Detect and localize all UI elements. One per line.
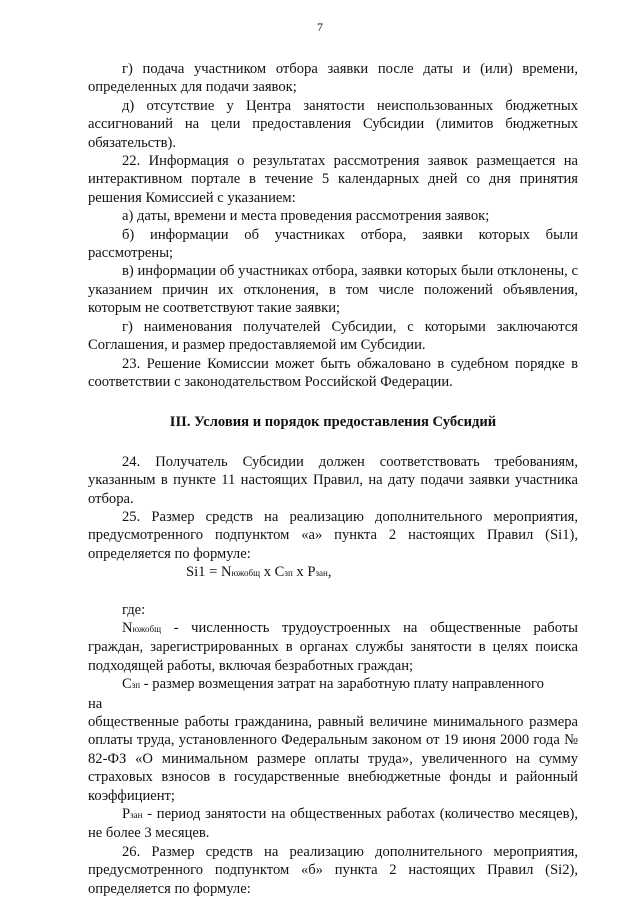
definition-c (88, 675, 578, 694)
definition-n (88, 619, 578, 675)
list-item-g: г) наименования получателей Субсидии, с которыми заключаются Соглашения, и размер предоставляемой им Субсидии. (88, 318, 578, 354)
definition-n-symbol: N (122, 619, 133, 636)
paragraph-23: 23. Решение Комиссии может быть обжаловано в судебном порядке в соответствии с законодательством Российской Федерации. (88, 355, 578, 390)
spacer (88, 583, 578, 601)
definition-p-symbol: P (122, 806, 131, 823)
formula-x2: x P (292, 564, 316, 581)
definition-p (88, 805, 578, 843)
paragraph-26: 26. Размер средств на реализацию дополнительного мероприятия, предусмотренного подпунктом «б» пункта 2 настоящих Правил (Si2), определяется по формуле: (88, 843, 578, 897)
definition-p-subscript: зан (130, 810, 143, 821)
page-number: 7 (317, 20, 323, 34)
formula-x1: x C (260, 564, 285, 581)
definition-c-text: - размер возмещения затрат на заработную плату направленного (140, 676, 544, 693)
definition-n-text: - численность трудоустроенных на общественные работы граждан, зарегистрированных в органах службы занятости в целях поиска подходящей работы, включая безработных граждан; (88, 619, 578, 674)
paragraph-24: 24. Получатель Субсидии должен соответствовать требованиям, указанным в пункте 11 настоящих Правил, на дату подачи заявки участника отбора. (88, 453, 578, 507)
paragraph-g-late-submission: г) подача участником отбора заявки после даты и (или) времени, определенных для подачи заявок; (88, 61, 578, 96)
formula-tail: , (327, 564, 332, 581)
paragraph-22: 22. Информация о результатах рассмотрения заявок размещается на интерактивном портале в течение 5 календарных дней со дня принятия решения Комиссией с указанием: (88, 153, 578, 206)
where-label: где: (122, 601, 146, 618)
document-body (88, 60, 578, 898)
formula-n-subscript: южобщ (231, 568, 261, 579)
paragraph-25: 25. Размер средств на реализацию дополнительного мероприятия, предусмотренного подпунктом «а» пункта 2 настоящих Правил (Si1), определяется по формуле: (88, 508, 578, 562)
formula-c-subscript: зп (284, 568, 293, 579)
formula-si1 (88, 563, 578, 582)
definition-p-text: - период занятости на общественных работах (количество месяцев), не более 3 месяцев. (88, 806, 578, 842)
definition-c-symbol: C (122, 676, 132, 693)
formula-p-subscript: зан (315, 568, 328, 579)
list-item-a: а) даты, времени и места проведения рассмотрения заявок; (122, 208, 490, 225)
definition-c-cont1: на (88, 695, 103, 712)
definition-n-subscript: южобщ (132, 623, 162, 634)
list-item-b: б) информации об участниках отбора, заявки которых были рассмотрены; (88, 226, 578, 262)
list-item-v: в) информации об участниках отбора, заявки которых были отклонены, с указанием причин их отклонения, в том числе положений объявления, которым не соответствуют такие заявки; (88, 263, 578, 317)
paragraph-d-no-budget: д) отсутствие у Центра занятости неиспользованных бюджетных ассигнований на цели предоставления Субсидии (лимитов бюджетных обязательств). (88, 97, 578, 151)
definition-c-subscript: зп (131, 680, 141, 691)
definition-c-cont2: общественные работы гражданина, равный величине минимального размера оплаты труда, установленного Федеральным законом от 19 июня 2000 года № 82-ФЗ «О минимальном размере оплаты труда», увеличенного на сумму страховых взносов в государственные внебюджетные фонды и районный коэффициент; (88, 714, 578, 804)
section-heading: III. Условия и порядок предоставления Субсидий (169, 414, 497, 431)
formula-lhs: Si1 = N (186, 564, 232, 581)
